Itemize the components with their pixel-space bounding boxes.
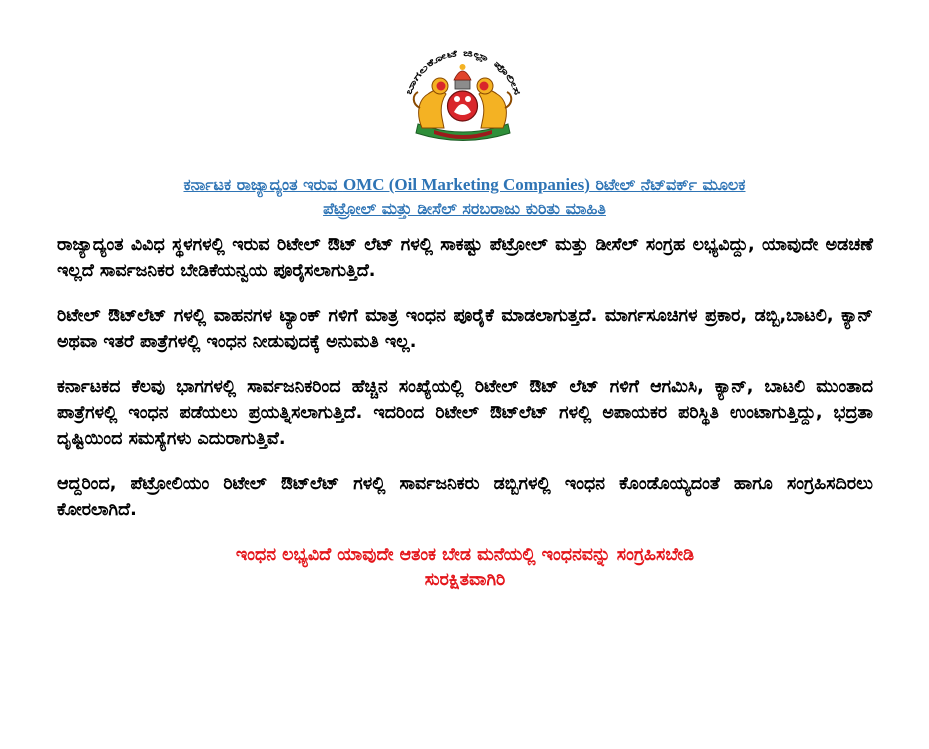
title-line-1 xyxy=(30,173,899,197)
karnataka-emblem-icon xyxy=(398,44,528,149)
safety-appeal xyxy=(57,543,873,593)
seal-text-path: ಬಾಗಲಕೋಟೆ ಜಿಲ್ಲಾ ಪೊಲೀಸ xyxy=(404,48,521,97)
title-line-1-kannada-end: ರಿಟೇಲ್ ನೆಟ್‌ವರ್ಕ್ ಮೂಲಕ xyxy=(595,175,746,194)
title-line-1-kannada-start: ಕರ್ನಾಟಕ ರಾಜ್ಯಾದ್ಯಂತ ಇರುವ xyxy=(183,175,338,194)
emblem-lion-left xyxy=(414,78,448,128)
paragraph-4: ಆದ್ದರಿಂದ, ಪೆಟ್ರೋಲಿಯಂ ರಿಟೇಲ್ ಔಟ್‌ಲೆಟ್ ಗಳಲ್ಲಿ ಸಾರ್ವಜನಿಕರು ಡಬ್ಬಿಗಳಲ್ಲಿ ಇಂಧನ ಕೊಂಡೊಯ್ಯದಂತೆ ಹಾಗೂ ಸಂಗ್ರಹಿಸದಿರಲು ಕೋರಲಾಗಿದೆ. xyxy=(57,474,873,520)
emblem-shield xyxy=(448,91,478,121)
emblem-crown-icon xyxy=(454,64,471,89)
paragraph-2: ರಿಟೇಲ್ ಔಟ್‌ಲೆಟ್ ಗಳಲ್ಲಿ ವಾಹನಗಳ ಟ್ಯಾಂಕ್ ಗಳಿಗೆ ಮಾತ್ರ ಇಂಧನ ಪೂರೈಕೆ ಮಾಡಲಾಗುತ್ತದೆ. ಮಾರ್ಗಸೂಚಿಗಳ ಪ್ರಕಾರ, ಡಬ್ಬಿ,ಬಾಟಲಿ, ಕ್ಯಾನ್ ಅಥವಾ ಇತರೆ ಪಾತ್ರೆಗಳಲ್ಲಿ ಇಂಧನ ನೀಡುವುದಕ್ಕೆ ಅನುಮತಿ ಇಲ್ಲ. xyxy=(57,306,873,352)
title-line-1-english: OMC (Oil Marketing Companies) xyxy=(342,175,590,194)
safety-appeal-line-2: ಸುರಕ್ಷಿತವಾಗಿರಿ xyxy=(424,570,506,590)
emblem-lion-right xyxy=(477,78,511,128)
paragraph-1: ರಾಜ್ಯಾದ್ಯಂತ ವಿವಿಧ ಸ್ಥಳಗಳಲ್ಲಿ ಇರುವ ರಿಟೇಲ್ ಔಟ್ ಲೆಟ್ ಗಳಲ್ಲಿ ಸಾಕಷ್ಟು ಪೆಟ್ರೋಲ್ ಮತ್ತು ಡೀಸೆಲ್ ಸಂಗ್ರಹ ಲಭ್ಯವಿದ್ದು, ಯಾವುದೇ ಅಡಚಣೆ ಇಲ್ಲದೆ ಸಾರ್ವಜನಿಕರ ಬೇಡಿಕೆಯನ್ವಯ ಪೂರೈಸಲಾಗುತ್ತಿದೆ. xyxy=(57,235,873,281)
notice-title xyxy=(30,173,899,221)
safety-appeal-line-1: ಇಂಧನ ಲಭ್ಯವಿದೆ ಯಾವುದೇ ಆತಂಕ ಬೇಡ ಮನೆಯಲ್ಲಿ ಇಂಧನವನ್ನು ಸಂಗ್ರಹಿಸಬೇಡಿ xyxy=(235,545,695,565)
district-police-logo xyxy=(398,44,528,149)
notice-body xyxy=(57,232,873,593)
paragraph-3: ಕರ್ನಾಟಕದ ಕೆಲವು ಭಾಗಗಳಲ್ಲಿ ಸಾರ್ವಜನಿಕರಿಂದ ಹೆಚ್ಚಿನ ಸಂಖ್ಯೆಯಲ್ಲಿ ರಿಟೇಲ್ ಔಟ್ ಲೆಟ್ ಗಳಿಗೆ ಆಗಮಿಸಿ, ಕ್ಯಾನ್, ಬಾಟಲಿ ಮುಂತಾದ ಪಾತ್ರೆಗಳಲ್ಲಿ ಇಂಧನ ಪಡೆಯಲು ಪ್ರಯತ್ನಿಸಲಾಗುತ್ತಿದೆ. ಇದರಿಂದ ರಿಟೇಲ್ ಔಟ್‌ಲೆಟ್ ಗಳಲ್ಲಿ ಅಪಾಯಕರ ಪರಿಸ್ಥಿತಿ ಉಂಟಾಗುತ್ತಿದ್ದು, ಭದ್ರತಾ ದೃಷ್ಟಿಯಿಂದ ಸಮಸ್ಯೆಗಳು ಎದುರಾಗುತ್ತಿವೆ. xyxy=(57,377,873,449)
title-line-2: ಪೆಟ್ರೋಲ್ ಮತ್ತು ಡೀಸೆಲ್ ಸರಬರಾಜು ಕುರಿತು ಮಾಹಿತಿ xyxy=(323,199,606,218)
